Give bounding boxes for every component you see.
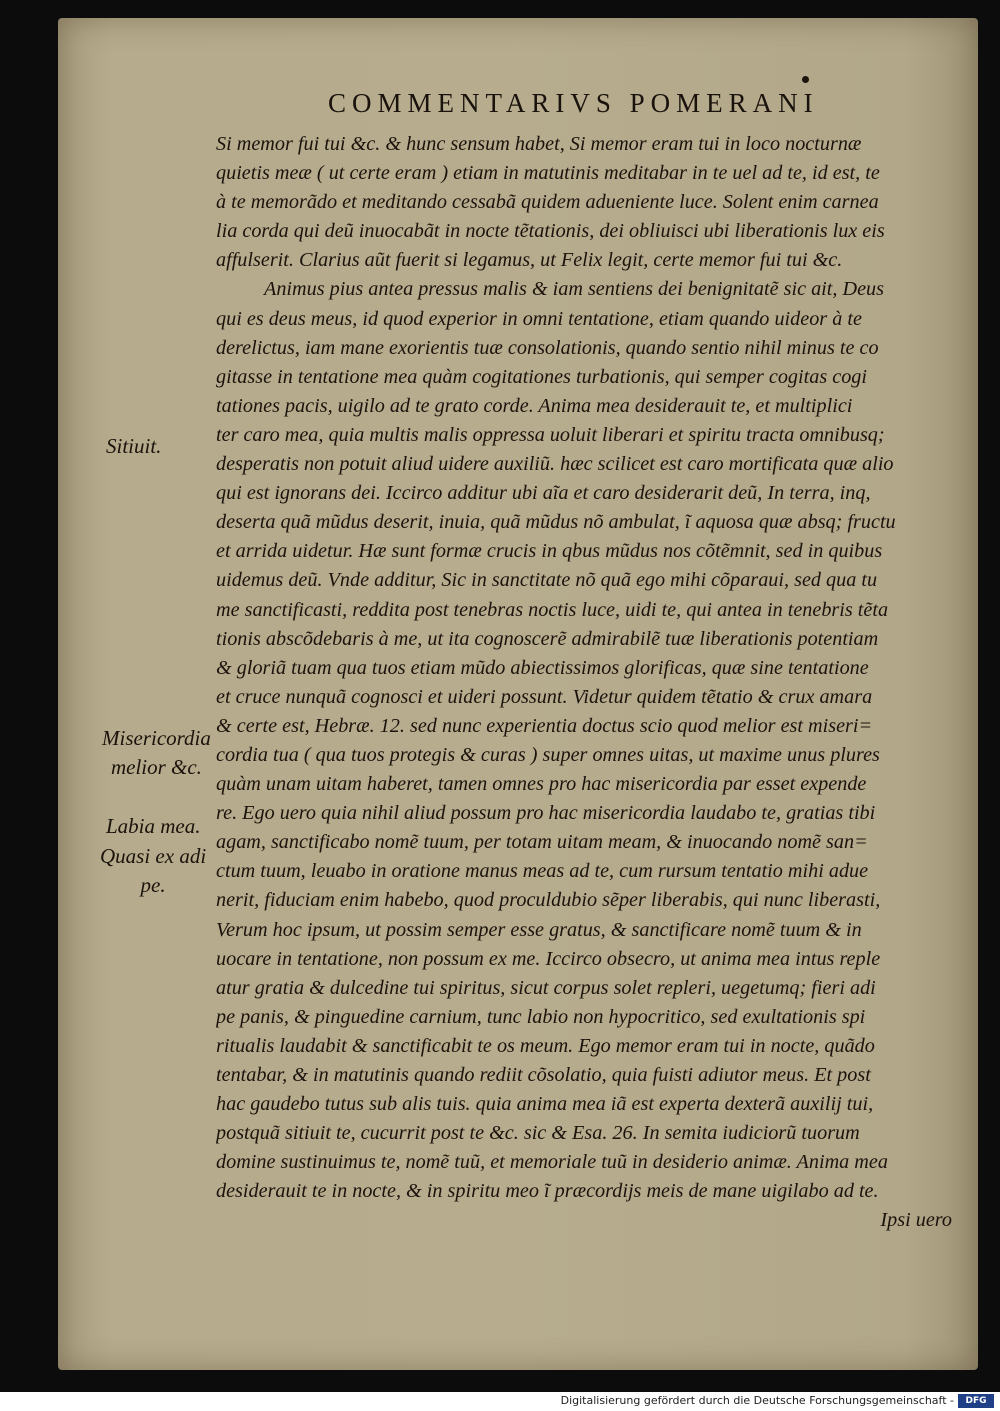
margin-note-misericordia (102, 724, 211, 782)
text-line: affulserit. Clarius aũt fuerit si legamus, ut Felix legit, certe memor fui tui &c. (216, 249, 843, 272)
text-line: domine sustinuimus te, nomẽ tuũ, et memoriale tuũ in desiderio animæ. Anima mea (216, 1151, 888, 1174)
text-line: me sanctificasti, reddita post tenebras noctis luce, uidi te, qui antea in tenebris tẽta (216, 598, 889, 621)
text-line: & certe est, Hebræ. 12. sed nunc experientia doctus scio quod melior est miseri= (216, 714, 873, 737)
text-line: tionis abscõdebaris à me, ut ita cognoscerẽ admirabilẽ tuæ liberationis potentiam (216, 627, 879, 650)
footer-credit: Digitalisierung gefördert durch die Deutsche Forschungsgemeinschaft - (560, 1394, 954, 1407)
text-line: tentabar, & in matutinis quando rediit cõsolatio, quia fuisti adiutor meus. Et post (216, 1064, 871, 1086)
margin-note-sitiuit: Sitiuit. (106, 434, 162, 458)
margin-note-line: Quasi ex adi (100, 844, 207, 868)
margin-note-line: Misericordia (102, 726, 211, 750)
text-line: deserta quã mũdus deserit, inuia, quã mũdus nõ ambulat, ĩ aquosa quæ absq; fructu (216, 511, 896, 534)
margin-note-line: melior &c. (110, 755, 202, 779)
margin-note-line: pe. (140, 873, 166, 897)
text-line: Animus pius antea pressus malis & iam sentiens dei benignitatẽ sic ait, Deus (264, 278, 884, 301)
text-line: Verum hoc ipsum, ut possim semper esse gratus, & sanctificare nomẽ tuum & in (216, 918, 862, 941)
footer-bar (0, 1392, 1000, 1411)
text-line: atur gratia & dulcedine tui spiritus, sicut corpus solet repleri, uegetumq; fieri adi (216, 976, 876, 999)
text-line: desiderauit te in nocte, & in spiritu meo ĩ præcordijs meis de mane uigilabo ad te. (216, 1180, 879, 1203)
ink-dot (802, 76, 809, 83)
margin-note-labia: Labia mea. (106, 814, 201, 838)
text-line: gitasse in tentatione mea quàm cogitationes turbationis, qui semper cogitas cogi (216, 365, 867, 388)
text-line: ctum tuum, leuabo in oratione manus meas ad te, cum rursum tentatio mihi adue (216, 860, 869, 883)
text-line: pe panis, & pinguedine carnium, tunc labio non hypocritico, sed exultationis spi (216, 1005, 866, 1028)
text-line: uocare in tentatione, non possum ex me. Iccirco obsecro, ut anima mea intus reple (216, 947, 881, 970)
text-line: lia corda qui deũ inuocabãt in nocte tẽtationis, dei obliuisci ubi liberationis lux eis (216, 220, 885, 243)
text-line: tationes pacis, uigilo ad te grato corde. Anima mea desiderauit te, et multiplici (216, 394, 853, 417)
running-head: COMMENTARIVS POMERANI (328, 88, 819, 118)
text-line: nerit, fiduciam enim habebo, quod proculdubio sẽper liberabis, qui nunc liberasti, (216, 889, 881, 912)
text-line: quàm unam uitam haberet, tamen omnes pro hac misericordia par esset expende (216, 773, 867, 796)
text-line: & gloriã tuam qua tuos etiam mũdo abiectissimos glorificas, quæ sine tentatione (216, 656, 869, 679)
text-line: uidemus deũ. Vnde additur, Sic in sanctitate nõ quã ego mihi cõparaui, sed qua tu (216, 569, 878, 592)
catchword: Ipsi uero (880, 1209, 952, 1232)
text-line: qui est ignorans dei. Iccirco additur ubi aĩa et caro desiderarit deũ, In terra, inq, (216, 482, 871, 505)
margin-note-quasi (100, 842, 206, 900)
text-line: agam, sanctificabo nomẽ tuum, per totam uitam meam, & inuocando nomẽ san= (216, 831, 868, 854)
text-line: à te memorãdo et meditando cessabã quidem adueniente luce. Solent enim carnea (216, 191, 879, 214)
text-line: derelictus, iam mane exorientis tuæ consolationis, quando sentio nihil minus te co (216, 336, 879, 359)
text-line: Si memor fui tui &c. & hunc sensum habet, Si memor eram tui in loco nocturnæ (216, 133, 862, 155)
text-line: re. Ego uero quia nihil aliud possum pro hac misericordia laudabo te, gratias tibi (216, 802, 876, 825)
dfg-logo: DFG (958, 1394, 994, 1408)
text-line: postquã sitiuit te, cucurrit post te &c. sic & Esa. 26. In semita iudiciorũ tuorum (216, 1122, 860, 1145)
text-line: ter caro mea, quia multis malis oppressa uoluit liberari et spiritu tracta omnibusq; (216, 423, 885, 446)
text-line: qui es deus meus, id quod experior in omni tentatione, etiam quando uideor à te (216, 307, 862, 330)
text-line: cordia tua ( qua tuos protegis & curas ) super omnes uitas, ut maxime unus plures (216, 743, 880, 766)
text-line: et cruce nunquã cognosci et uideri possunt. Videtur quidem tẽtatio & crux amara (216, 685, 873, 708)
text-line: desperatis non potuit aliud uidere auxiliũ. hæc scilicet est caro mortificata quæ alio (216, 453, 894, 476)
book-page (58, 18, 978, 1370)
text-line: et arrida uidetur. Hæ sunt formæ crucis in qbus mũdus nos cõtẽmnit, sed in quibus (216, 540, 883, 563)
text-line: quietis meæ ( ut certe eram ) etiam in matutinis meditabar in te uel ad te, id est, te (216, 162, 880, 185)
body-text (216, 130, 956, 1236)
text-line: ritualis laudabit & sanctificabit te os meum. Ego memor eram tui in nocte, quãdo (216, 1034, 875, 1057)
text-line: hac gaudebo tutus sub alis tuis. quia anima mea iã est experta dexterã auxilij tui, (216, 1093, 874, 1116)
